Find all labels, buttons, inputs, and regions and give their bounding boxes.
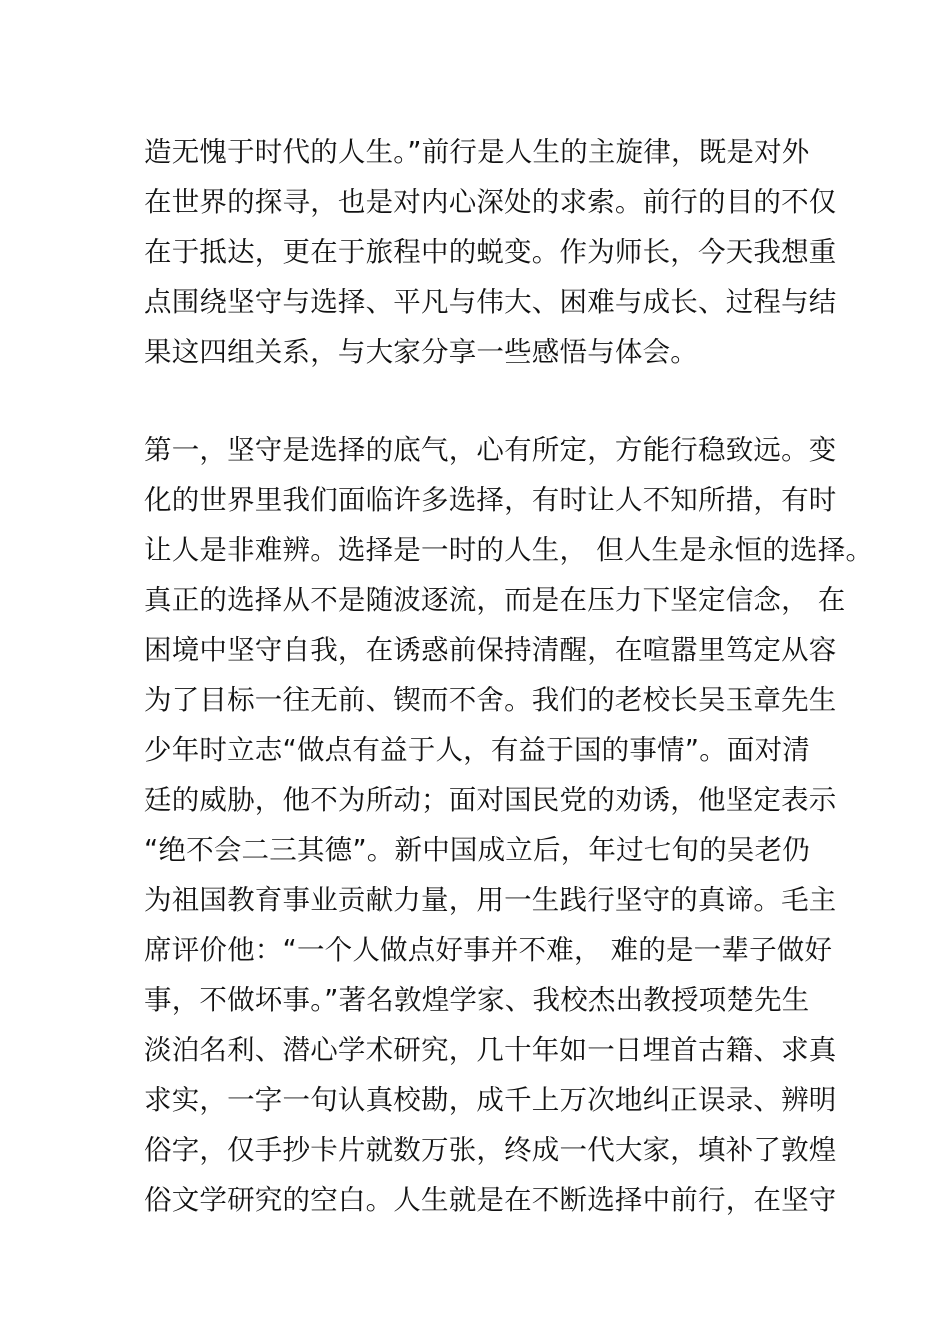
text-line: 为了目标一往无前、锲而不舍。我们的老校长吴玉章先生 <box>144 684 837 716</box>
text-line: 廷的威胁，他不为所动；面对国民党的劝诱，他坚定表示 <box>144 784 837 816</box>
text-line: “绝不会二三其德”。新中国成立后，年过七旬的吴老仍 <box>144 834 810 866</box>
text-line: 果这四组关系，与大家分享一些感悟与体会。 <box>144 336 698 368</box>
paragraph-first-point <box>144 425 873 1225</box>
text-line: 席评价他：“一个人做点好事并不难， 难的是一辈子做好 <box>144 934 833 966</box>
text-line: 事，不做坏事。”著名敦煌学家、我校杰出教授项楚先生 <box>144 984 810 1016</box>
text-line: 在世界的探寻，也是对内心深处的求索。前行的目的不仅 <box>144 186 837 218</box>
text-line: 困境中坚守自我，在诱惑前保持清醒，在喧嚣里笃定从容 <box>144 634 837 666</box>
text-line: 真正的选择从不是随波逐流，而是在压力下坚定信念， 在 <box>144 584 846 616</box>
text-line: 求实，一字一句认真校勘，成千上万次地纠正误录、辨明 <box>144 1084 837 1116</box>
text-line: 点围绕坚守与选择、平凡与伟大、困难与成长、过程与结 <box>144 286 837 318</box>
text-line: 化的世界里我们面临许多选择，有时让人不知所措，有时 <box>144 484 837 516</box>
text-line: 让人是非难辨。选择是一时的人生， 但人生是永恒的选择。 <box>144 534 874 566</box>
text-line: 俗字，仅手抄卡片就数万张，终成一代大家，填补了敦煌 <box>144 1134 837 1166</box>
text-line: 淡泊名利、潜心学术研究，几十年如一日埋首古籍、求真 <box>144 1034 837 1066</box>
text-line: 在于抵达，更在于旅程中的蜕变。作为师长，今天我想重 <box>144 236 837 268</box>
paragraph-intro <box>144 127 837 377</box>
text-line: 第一，坚守是选择的底气，心有所定，方能行稳致远。变 <box>144 434 837 466</box>
text-line: 俗文学研究的空白。人生就是在不断选择中前行，在坚守 <box>144 1184 837 1216</box>
text-line: 为祖国教育事业贡献力量，用一生践行坚守的真谛。毛主 <box>144 884 837 916</box>
text-line: 造无愧于时代的人生。”前行是人生的主旋律，既是对外 <box>144 136 810 168</box>
text-line: 少年时立志“做点有益于人，有益于国的事情”。面对清 <box>144 734 810 766</box>
